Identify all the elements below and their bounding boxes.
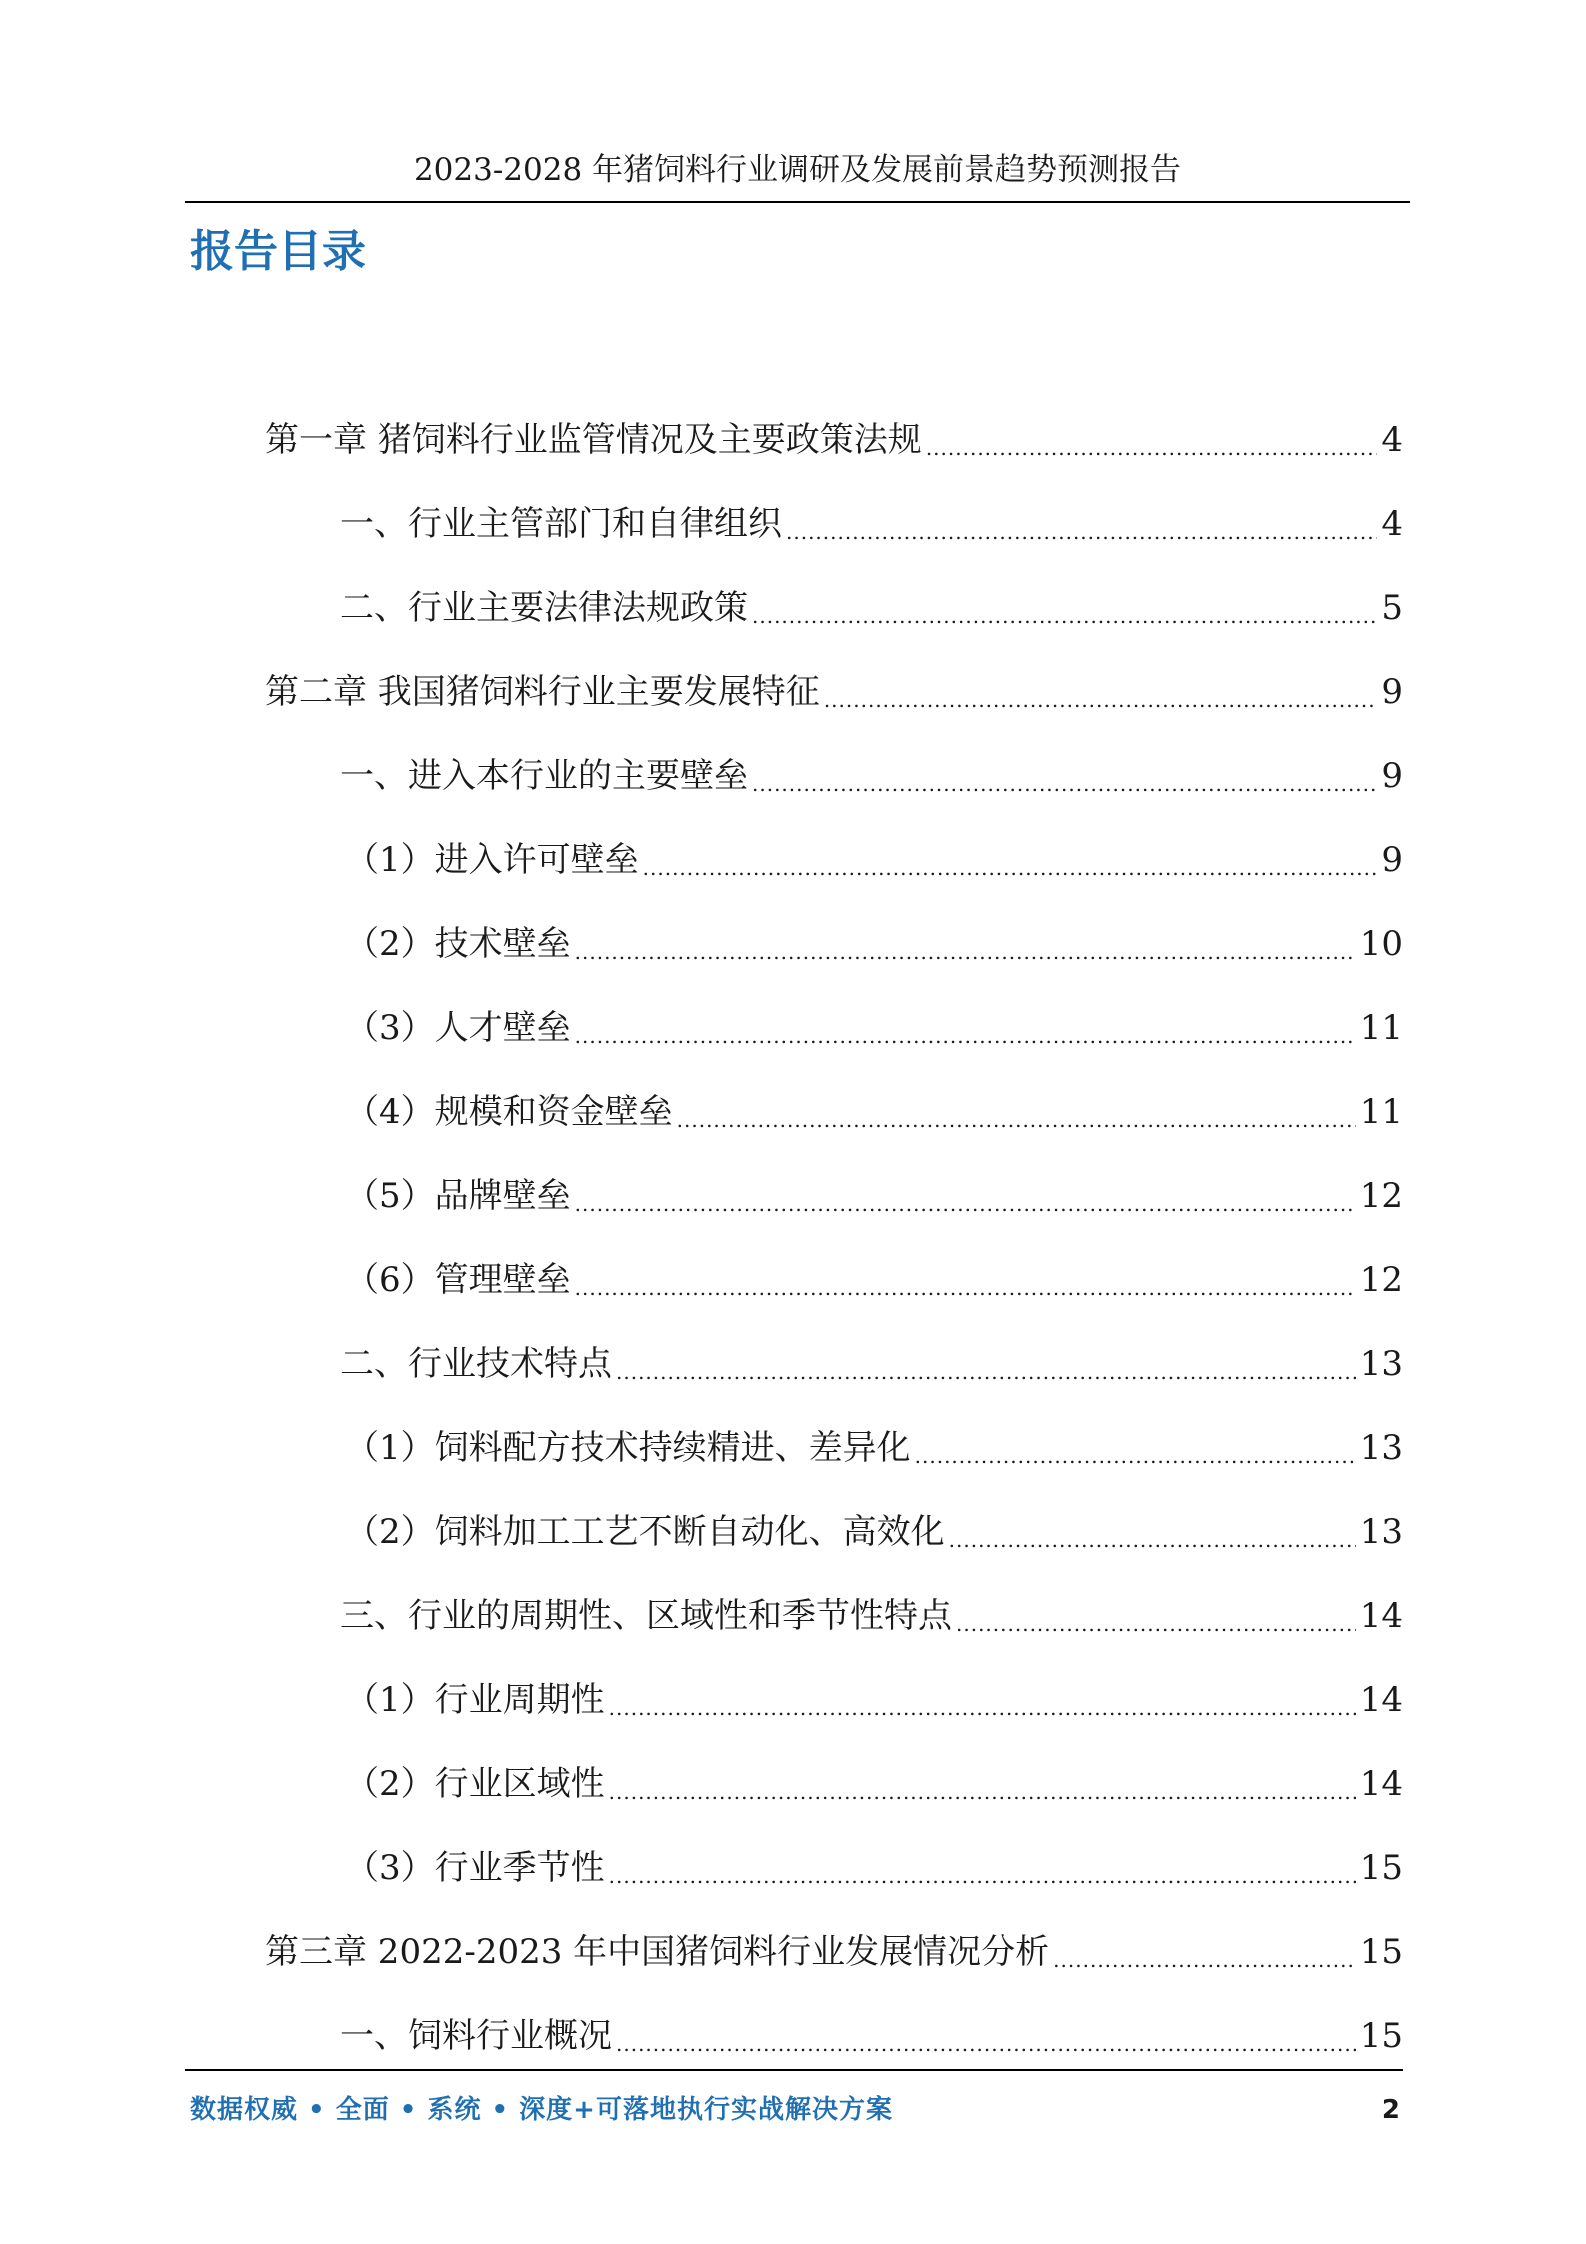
toc-entry-text: 一、饲料行业概况: [340, 2016, 612, 2056]
toc-entry[interactable]: [0, 901, 1586, 985]
toc-entry[interactable]: [0, 649, 1586, 733]
toc-entry-text: （2）饲料加工工艺不断自动化、高效化: [345, 1512, 945, 1552]
toc-dot-leader: [575, 927, 1356, 985]
toc-entry-page: 9: [1381, 840, 1403, 880]
toc-entry-page: 9: [1381, 756, 1403, 796]
toc-entry-text: 一、进入本行业的主要壁垒: [340, 756, 748, 796]
toc-entry[interactable]: [0, 1153, 1586, 1237]
toc-dot-leader: [915, 1431, 1356, 1489]
toc-dot-leader: [1053, 1935, 1356, 1993]
toc-entry[interactable]: [0, 1489, 1586, 1573]
toc-entry-page: 14: [1359, 1764, 1403, 1804]
toc-dot-leader: [752, 591, 1377, 649]
footer-slogan: 数据权威 • 全面 • 系统 • 深度+可落地执行实战解决方案: [190, 2095, 893, 2125]
toc-entry-text: 二、行业技术特点: [340, 1344, 612, 1384]
toc-entry-page: 4: [1381, 420, 1403, 460]
toc-dot-leader: [677, 1095, 1356, 1153]
header-divider: [185, 201, 1410, 203]
toc-entry-text: （4）规模和资金壁垒: [345, 1092, 673, 1132]
toc-entry-text: （3）行业季节性: [345, 1848, 605, 1888]
toc-entry-page: 13: [1359, 1512, 1403, 1552]
toc-entry-page: 15: [1359, 1848, 1403, 1888]
toc-dot-leader: [575, 1179, 1356, 1237]
table-of-contents: [0, 397, 1586, 2077]
toc-entry-text: （1）饲料配方技术持续精进、差异化: [345, 1428, 911, 1468]
toc-dot-leader: [752, 759, 1377, 817]
toc-entry[interactable]: [0, 481, 1586, 565]
toc-entry[interactable]: [0, 1405, 1586, 1489]
toc-entry-text: （2）技术壁垒: [345, 924, 571, 964]
toc-dot-leader: [643, 843, 1378, 901]
toc-dot-leader: [786, 507, 1377, 565]
page-number: 2: [1381, 2095, 1400, 2125]
toc-entry[interactable]: [0, 1741, 1586, 1825]
toc-entry[interactable]: [0, 985, 1586, 1069]
toc-entry[interactable]: [0, 1321, 1586, 1405]
toc-entry-text: 第三章 2022-2023 年中国猪饲料行业发展情况分析: [265, 1932, 1050, 1972]
toc-entry[interactable]: [0, 1993, 1586, 2077]
toc-dot-leader: [926, 423, 1378, 481]
toc-entry-page: 11: [1359, 1008, 1403, 1048]
toc-dot-leader: [616, 1347, 1356, 1405]
toc-entry-text: （1）进入许可壁垒: [345, 840, 639, 880]
toc-entry-page: 11: [1359, 1092, 1403, 1132]
toc-entry-text: 第二章 我国猪饲料行业主要发展特征: [265, 672, 820, 712]
toc-entry-text: （3）人才壁垒: [345, 1008, 571, 1048]
toc-entry-text: 第一章 猪饲料行业监管情况及主要政策法规: [265, 420, 922, 460]
toc-entry[interactable]: [0, 1573, 1586, 1657]
toc-entry-page: 12: [1359, 1260, 1403, 1300]
toc-entry[interactable]: [0, 1657, 1586, 1741]
toc-entry[interactable]: [0, 1825, 1586, 1909]
toc-entry-page: 15: [1359, 1932, 1403, 1972]
toc-dot-leader: [575, 1263, 1356, 1321]
toc-entry-page: 13: [1359, 1344, 1403, 1384]
footer-divider: [185, 2069, 1403, 2071]
toc-entry-text: （2）行业区域性: [345, 1764, 605, 1804]
toc-entry-text: 三、行业的周期性、区域性和季节性特点: [340, 1596, 952, 1636]
toc-entry-page: 9: [1381, 672, 1403, 712]
toc-entry[interactable]: [0, 817, 1586, 901]
toc-entry-text: 二、行业主要法律法规政策: [340, 588, 748, 628]
running-header-title: 2023-2028 年猪饲料行业调研及发展前景趋势预测报告: [413, 152, 1182, 188]
toc-entry[interactable]: [0, 1909, 1586, 1993]
toc-entry-page: 12: [1359, 1176, 1403, 1216]
toc-dot-leader: [949, 1515, 1356, 1573]
toc-entry-text: （6）管理壁垒: [345, 1260, 571, 1300]
toc-entry-page: 10: [1359, 924, 1403, 964]
toc-entry[interactable]: [0, 1237, 1586, 1321]
toc-entry-text: （1）行业周期性: [345, 1680, 605, 1720]
toc-entry-page: 14: [1359, 1680, 1403, 1720]
toc-dot-leader: [575, 1011, 1356, 1069]
toc-entry-text: 一、行业主管部门和自律组织: [340, 504, 782, 544]
toc-entry-page: 15: [1359, 2016, 1403, 2056]
toc-dot-leader: [824, 675, 1378, 733]
toc-entry-page: 14: [1359, 1596, 1403, 1636]
toc-entry[interactable]: [0, 1069, 1586, 1153]
toc-entry-text: （5）品牌壁垒: [345, 1176, 571, 1216]
toc-dot-leader: [609, 1851, 1356, 1909]
toc-entry-page: 13: [1359, 1428, 1403, 1468]
toc-dot-leader: [609, 1683, 1356, 1741]
toc-entry[interactable]: [0, 565, 1586, 649]
toc-dot-leader: [609, 1767, 1356, 1825]
toc-entry-page: 5: [1381, 588, 1403, 628]
toc-entry[interactable]: [0, 733, 1586, 817]
toc-entry[interactable]: [0, 397, 1586, 481]
toc-heading: 报告目录: [190, 226, 366, 277]
toc-entry-page: 4: [1381, 504, 1403, 544]
toc-dot-leader: [956, 1599, 1356, 1657]
